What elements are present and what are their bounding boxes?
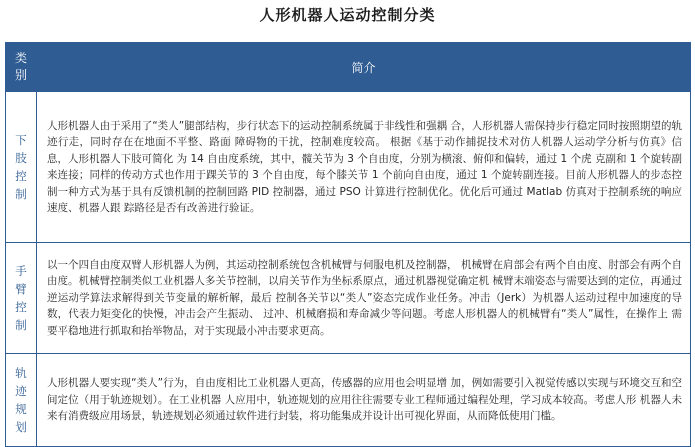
header-category [6, 43, 37, 92]
row-intro: 人形机器人由于采用了“类人”腿部结构，步行状态下的运动控制系统属于非线性和强耦 合，人形机器人需保持步行稳定同时按照期望的轨迹行走，同时存在在地面不平整、路面 障碍物的干扰，控制难度较高。 根据《基于动作捕捉技术对仿人机器人运动学分析与仿真》信息，人形机器人下肢可简化 为 14 自由度系统，其中，髋关节为 3 个自由度，分别为横滚、俯仰和偏转，通过 1 个虎 克副和 1 个旋转副来连接；同样的传动方式也作用于踝关节的 3 个自由度，每个膝关节 1 个前向自由度，通过 1 个旋转副连接。目前人形机器人的步态控制一种方式为基于具有反馈机制的控制回路 PID 控制器，通过 PSO 计算进行控制优化。优化后可通过 Matlab 仿真对于控制系统的响应速度、机器人跟 踪路径是否有改善进行验证。 [37, 92, 691, 243]
category-char: 规 [15, 402, 27, 416]
category-char: 手 [15, 264, 27, 278]
row-category [6, 243, 37, 354]
table-header-row [6, 43, 691, 92]
table-row [6, 243, 691, 354]
category-char: 制 [15, 187, 27, 201]
header-category-char: 类 [14, 51, 27, 65]
category-char: 肢 [15, 151, 27, 165]
category-char: 划 [15, 420, 27, 434]
header-intro: 简介 [37, 43, 691, 92]
row-intro: 以一个四自由度双臂人形机器人为例，其运动控制系统包含机械臂与伺服电机及控制器， 机械臂在肩部会有两个自由度、肘部会有两个自由度。机械臂控制类似工业机器人多关节控制，以肩关节作为坐标系原点，通过机器视觉确定机 械臂末端姿态与需要达到的定位，再通过逆运动学算法求解得到关节变量的解析解，最后 控制各关节以“类人”姿态完成作业任务。冲击（Jerk）为机器人运动过程中加速度的导数，代表力矩变化的快慢，冲击会产生振动、 过冲、机械磨损和寿命减少等问题。考虑人形机器人的机械臂有“类人”属性，在操作上 需要平稳地进行抓取和抬举物品，对于实现最小冲击要求更高。 [37, 243, 691, 354]
category-char: 控 [15, 169, 27, 183]
category-char: 制 [15, 318, 27, 332]
category-char: 轨 [15, 366, 27, 380]
category-char: 臂 [15, 282, 27, 296]
row-intro: 人形机器人要实现“类人”行为，自由度相比工业机器人更高，传感器的应用也会明显增 加，例如需要引入视觉传感以实现与环境交互和空间定位（用于轨迹规划）。在工业机器 人应用中，轨迹规划的应用往往需要专业工程师通过编程处理，学习成本较高。考虑人形 机器人未来有消费级应用场景，轨迹规划必须通过软件进行封装，将功能集成并设计出可视化界面，从而降低使用门槛。 [37, 354, 691, 447]
row-category [6, 92, 37, 243]
table-row [6, 92, 691, 243]
header-category-char: 别 [14, 68, 27, 82]
table-row [6, 354, 691, 447]
row-category [6, 354, 37, 447]
category-char: 迹 [15, 384, 27, 398]
classification-table [5, 42, 691, 447]
category-char: 下 [15, 133, 27, 147]
page-title: 人形机器人运动控制分类 [259, 6, 436, 24]
category-char: 控 [15, 300, 27, 314]
